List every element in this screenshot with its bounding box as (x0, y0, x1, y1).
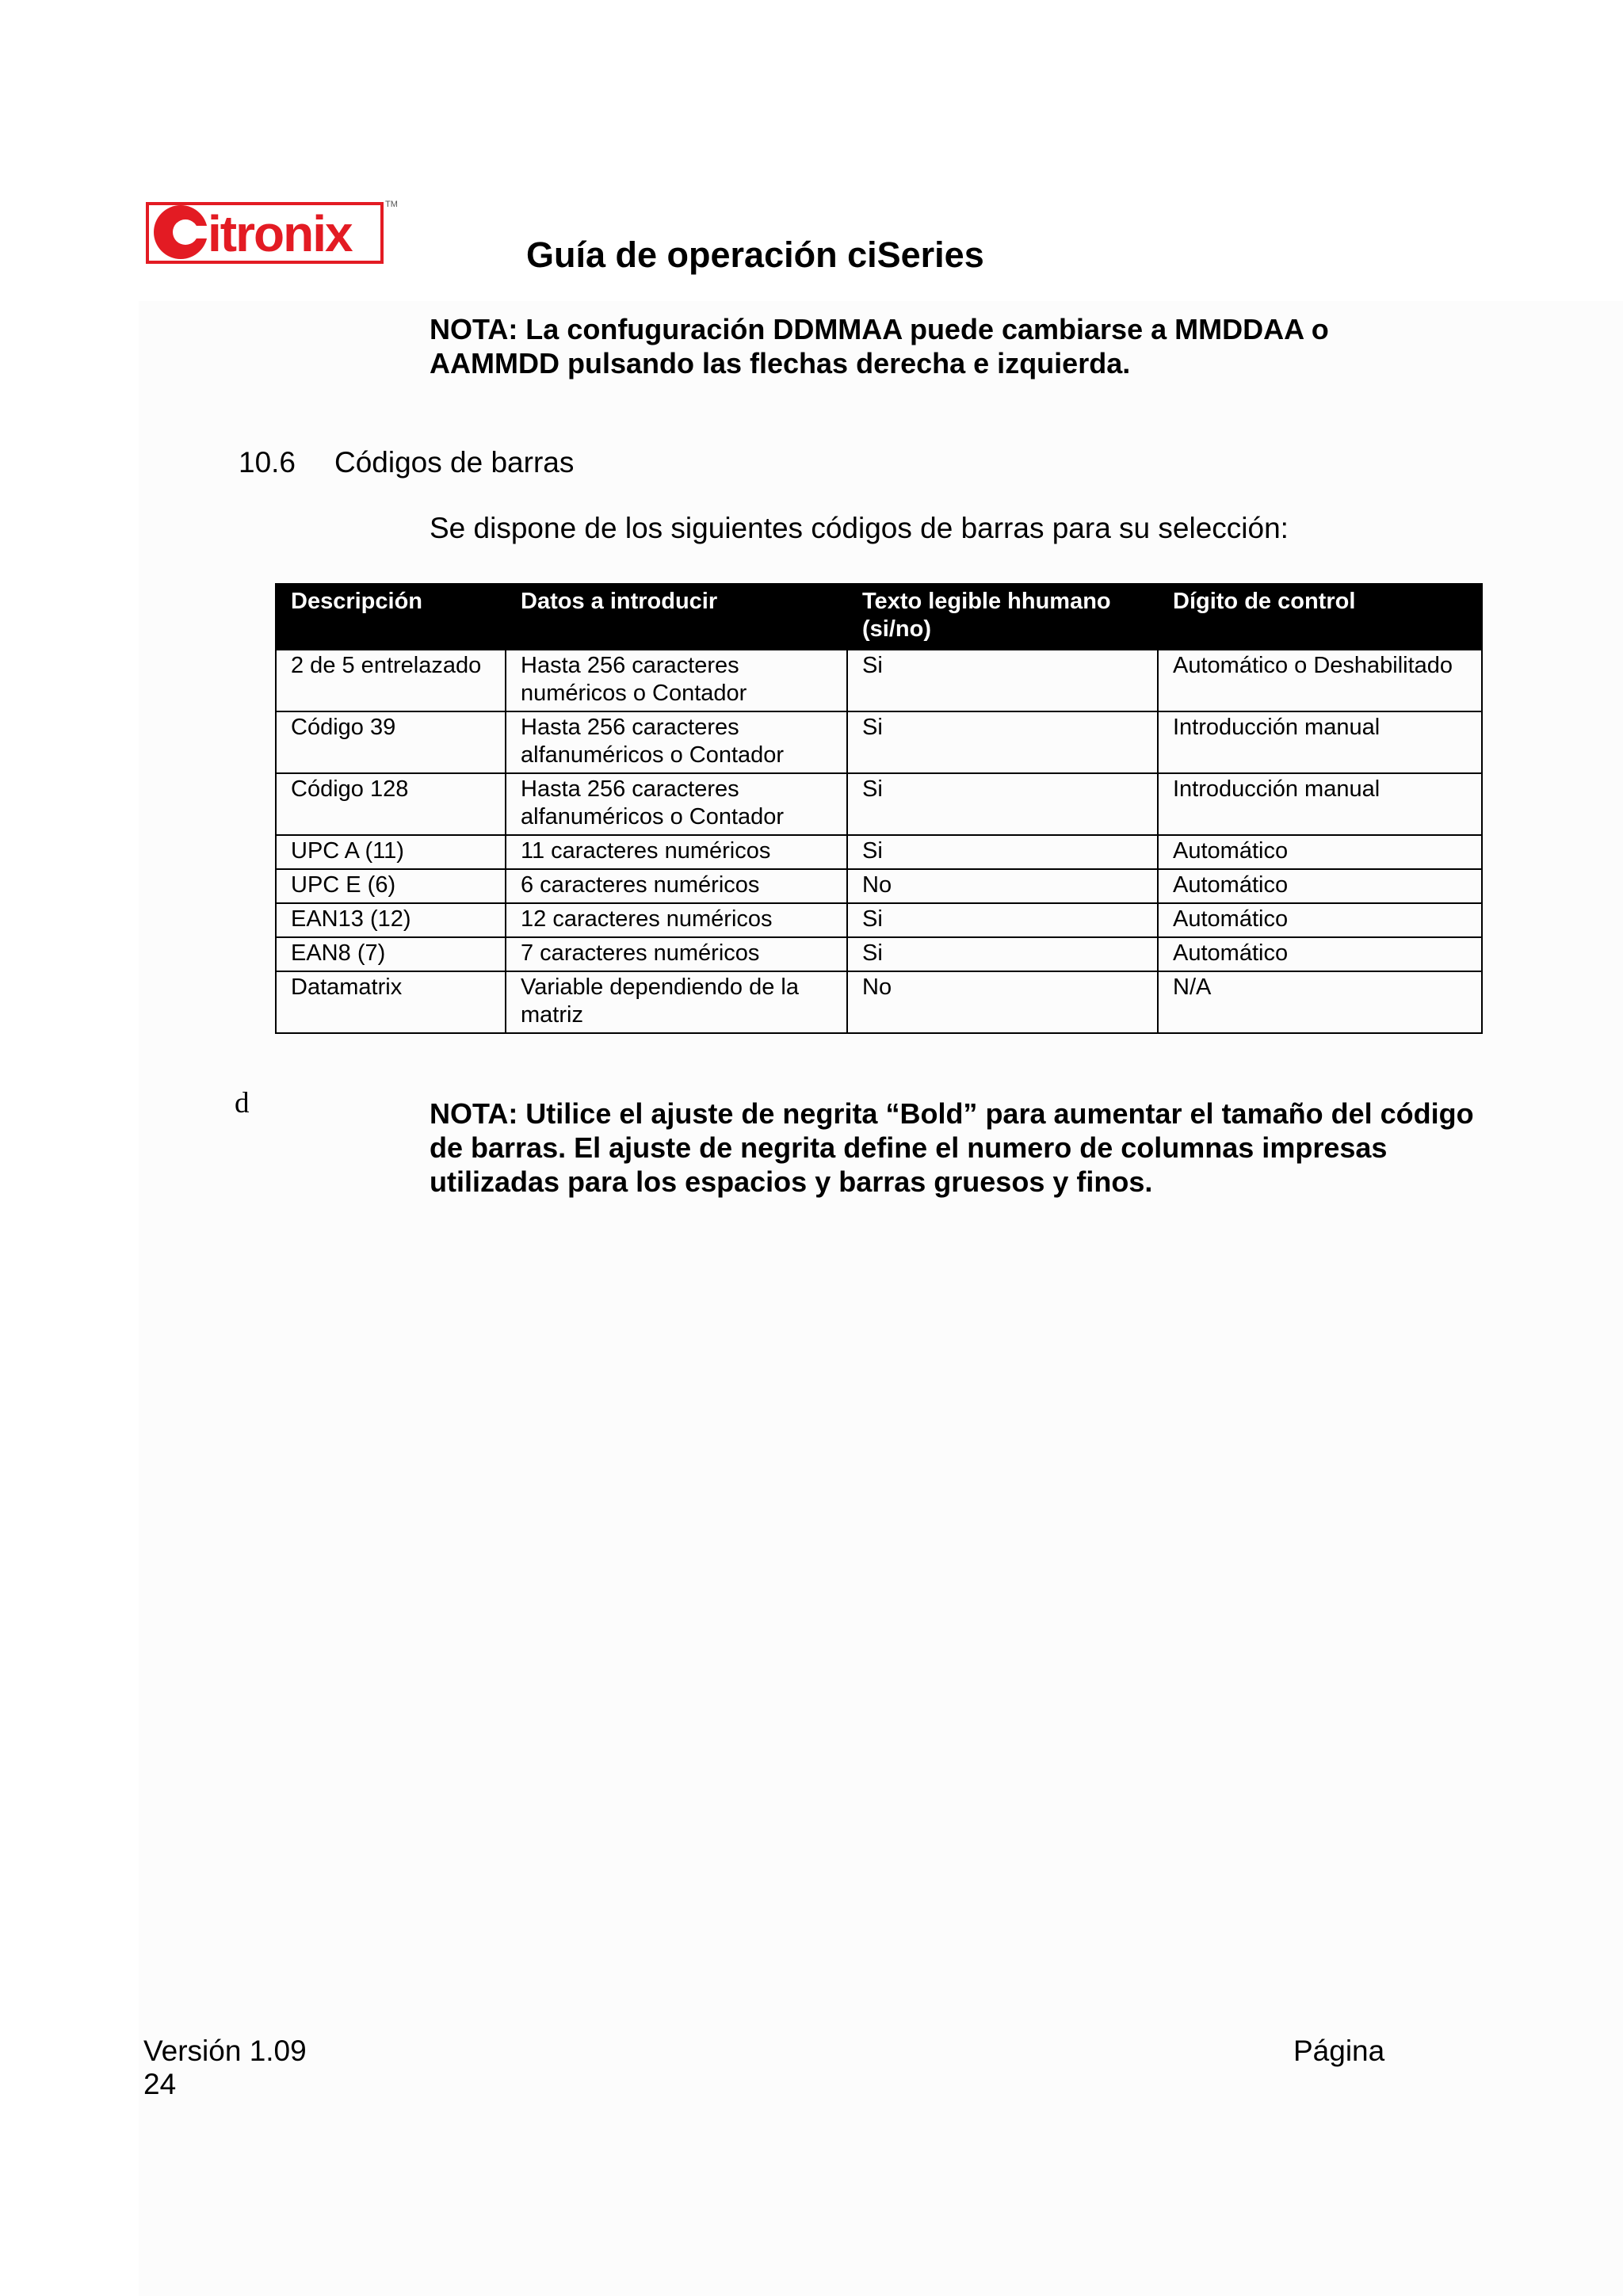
barcode-table (275, 583, 1483, 1034)
table-cell: 2 de 5 entrelazado (276, 650, 506, 711)
table-cell: Introducción manual (1158, 711, 1482, 773)
table-cell: Si (847, 773, 1158, 835)
table-cell: No (847, 971, 1158, 1033)
header-descripcion: Descripción (276, 584, 506, 650)
table-cell: Datamatrix (276, 971, 506, 1033)
table-cell: Si (847, 711, 1158, 773)
svg-text:itronix: itronix (208, 205, 352, 262)
table-cell: Si (847, 650, 1158, 711)
stray-character: d (235, 1087, 250, 1119)
version-text: Versión 1.09 (143, 2035, 307, 2067)
table-row (276, 971, 1482, 1033)
table-body (276, 650, 1482, 1033)
table-header-row (276, 584, 1482, 650)
citronix-logo (144, 194, 406, 267)
table-cell: Automático (1158, 835, 1482, 869)
section-number: 10.6 (239, 446, 296, 479)
table-cell: Automático o Deshabilitado (1158, 650, 1482, 711)
table-row (276, 773, 1482, 835)
table-row (276, 869, 1482, 903)
table-cell: 11 caracteres numéricos (506, 835, 847, 869)
table-cell: Hasta 256 caracteres alfanuméricos o Contador (506, 773, 847, 835)
table-cell: Código 128 (276, 773, 506, 835)
header-datos: Datos a introducir (506, 584, 847, 650)
table-row (276, 711, 1482, 773)
header-digito-control: Dígito de control (1158, 584, 1482, 650)
table-cell: UPC E (6) (276, 869, 506, 903)
svg-text:TM: TM (385, 200, 398, 209)
document-title: Guía de operación ciSeries (526, 235, 984, 275)
table-row (276, 903, 1482, 937)
table-cell: Si (847, 835, 1158, 869)
table-cell: 12 caracteres numéricos (506, 903, 847, 937)
table-cell: 7 caracteres numéricos (506, 937, 847, 971)
table-cell: Introducción manual (1158, 773, 1482, 835)
note-bold-setting: NOTA: Utilice el ajuste de negrita “Bold” para aumentar el tamaño del código de barras. El ajuste de negrita define el numero de columnas impresas utilizadas para los espacios y barras gruesos y finos. (430, 1097, 1474, 1198)
table-cell: No (847, 869, 1158, 903)
page-label: Página (1293, 2035, 1385, 2067)
section-intro: Se dispone de los siguientes códigos de barras para su selección: (430, 512, 1289, 544)
table-cell: Automático (1158, 903, 1482, 937)
table-cell: UPC A (11) (276, 835, 506, 869)
table-cell: Si (847, 937, 1158, 971)
table-cell: Hasta 256 caracteres alfanuméricos o Contador (506, 711, 847, 773)
table-cell: EAN8 (7) (276, 937, 506, 971)
table-row (276, 650, 1482, 711)
page-number: 24 (143, 2068, 177, 2100)
table-cell: Variable dependiendo de la matriz (506, 971, 847, 1033)
footer-version (143, 2035, 307, 2101)
table-cell: N/A (1158, 971, 1482, 1033)
table-row (276, 835, 1482, 869)
table-cell: EAN13 (12) (276, 903, 506, 937)
table-cell: Si (847, 903, 1158, 937)
header-texto-legible: Texto legible hhumano (si/no) (847, 584, 1158, 650)
note-date-format: NOTA: La confuguración DDMMAA puede cambiarse a MMDDAA o AAMMDD pulsando las flechas derecha e izquierda. (430, 313, 1329, 379)
section-title: Códigos de barras (334, 446, 575, 479)
table-cell: Código 39 (276, 711, 506, 773)
table-cell: Automático (1158, 869, 1482, 903)
table-cell: Hasta 256 caracteres numéricos o Contador (506, 650, 847, 711)
table-row (276, 937, 1482, 971)
table-cell: 6 caracteres numéricos (506, 869, 847, 903)
table-cell: Automático (1158, 937, 1482, 971)
